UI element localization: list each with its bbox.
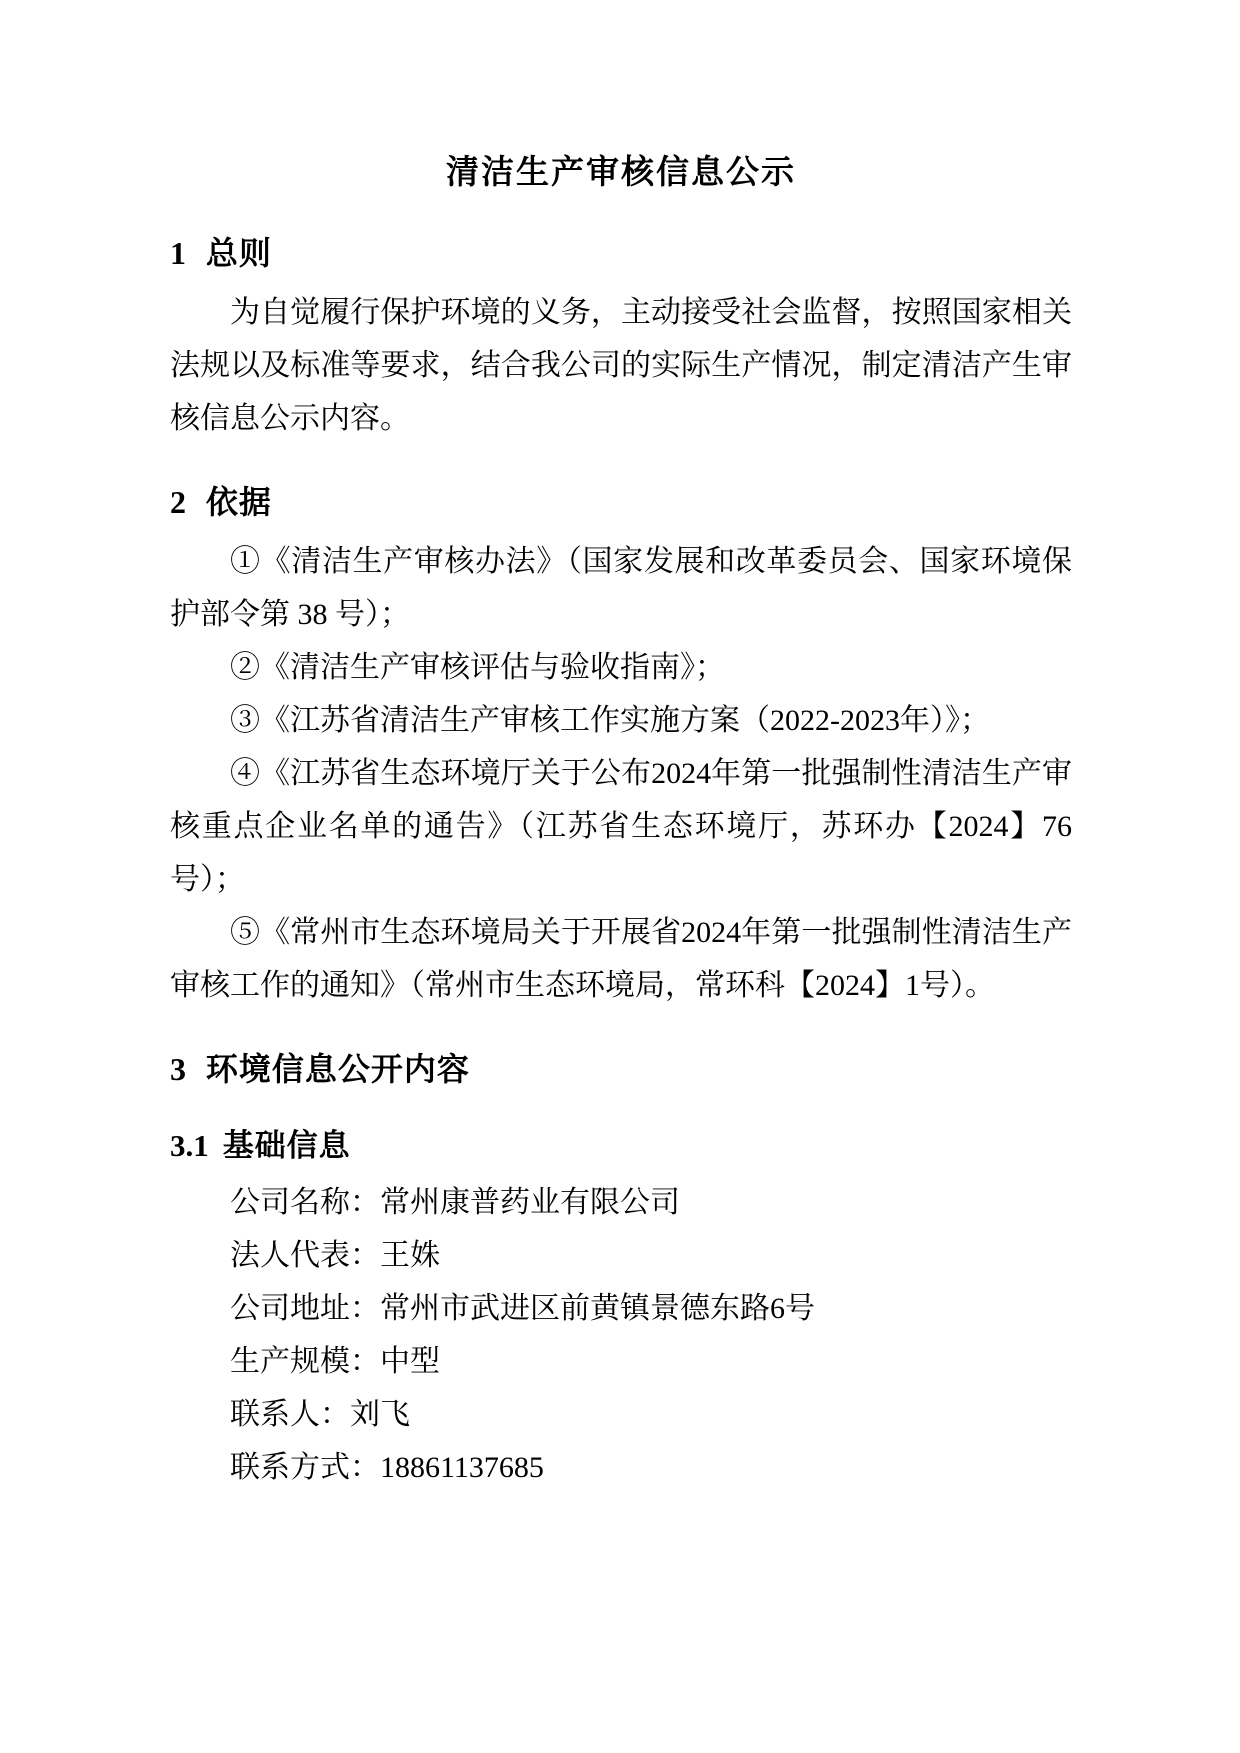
section-2-number: 2: [170, 484, 186, 520]
info-line-company-name: [170, 1176, 1072, 1229]
section-1-heading: [170, 228, 1072, 278]
info-value-company-name: 常州康普药业有限公司: [380, 1186, 680, 1219]
info-value-company-address: 常州市武进区前黄镇景德东路6号: [380, 1292, 815, 1325]
section-2-item-2: ②《清洁生产审核评估与验收指南》；: [230, 651, 725, 684]
section-3-title: 环境信息公开内容: [205, 1051, 470, 1087]
subsection-3-1-number: 3.1: [170, 1128, 209, 1163]
info-label-contact-phone: 联系方式：: [230, 1451, 380, 1484]
info-line-company-address: [170, 1282, 1072, 1335]
subsection-3-1-heading: [170, 1122, 1072, 1170]
info-label-legal-representative: 法人代表：: [230, 1239, 380, 1272]
info-value-production-scale: 中型: [380, 1345, 440, 1378]
section-2-item-1: ①《清洁生产审核办法》（国家发展和改革委员会、国家环境保护部令第 38 号）；: [170, 545, 1072, 631]
info-value-contact-person: 刘飞: [350, 1398, 410, 1431]
document-title: 清洁生产审核信息公示: [446, 153, 796, 190]
section-1-number: 1: [170, 235, 186, 271]
info-line-contact-phone: [170, 1441, 1072, 1494]
section-2-heading: [170, 477, 1072, 527]
section-2-item-3: ③《江苏省清洁生产审核工作实施方案（2022-2023年）》；: [230, 704, 990, 737]
info-label-company-address: 公司地址：: [230, 1292, 380, 1325]
section-1-title: 总则: [205, 235, 272, 271]
info-line-contact-person: [170, 1388, 1072, 1441]
info-label-production-scale: 生产规模：: [230, 1345, 380, 1378]
section-1-paragraph: 为自觉履行保护环境的义务，主动接受社会监督，按照国家相关法规以及标准等要求，结合我公司的实际生产情况，制定清洁产生审核信息公示内容。: [170, 296, 1072, 435]
info-line-legal-representative: [170, 1229, 1072, 1282]
info-label-company-name: 公司名称：: [230, 1186, 380, 1219]
subsection-3-1-title: 基础信息: [222, 1128, 351, 1163]
info-value-contact-phone: 18861137685: [380, 1451, 544, 1484]
info-value-legal-representative: 王姝: [380, 1239, 440, 1272]
section-2-item-5: ⑤《常州市生态环境局关于开展省2024年第一批强制性清洁生产审核工作的通知》（常州市生态环境局，常环科【2024】1号）。: [170, 916, 1072, 1002]
section-2-item-4: ④《江苏省生态环境厅关于公布2024年第一批强制性清洁生产审核重点企业名单的通告》（江苏省生态环境厅，苏环办【2024】76号）；: [170, 757, 1072, 896]
info-label-contact-person: 联系人：: [230, 1398, 350, 1431]
section-2-title: 依据: [205, 484, 272, 520]
info-line-production-scale: [170, 1335, 1072, 1388]
section-3-number: 3: [170, 1051, 186, 1087]
section-3-heading: [170, 1044, 1072, 1094]
